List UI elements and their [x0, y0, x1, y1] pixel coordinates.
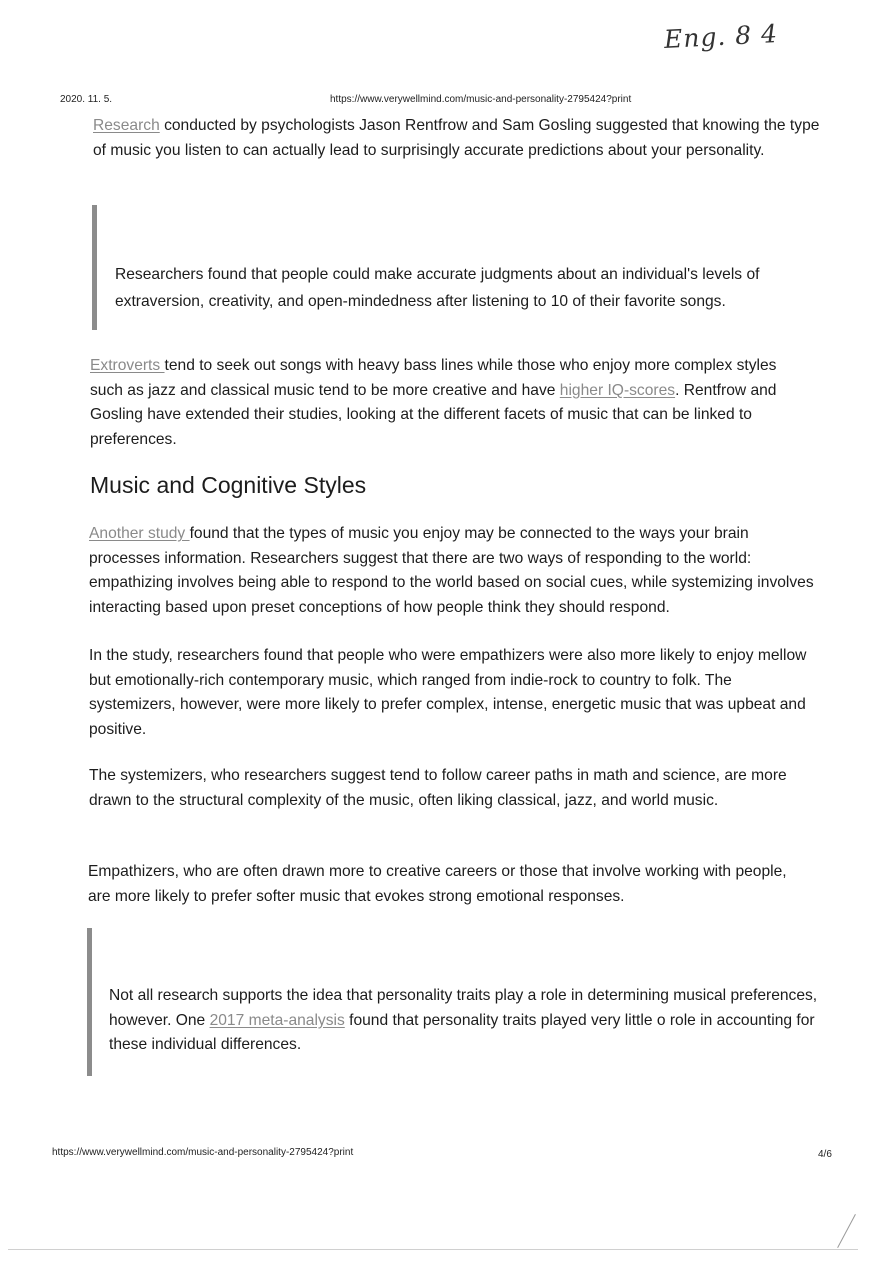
- extroverts-link[interactable]: Extroverts: [90, 357, 165, 374]
- callout2-text-end: found that personality traits played very little o role in accounting for these individual differences.: [109, 1011, 815, 1053]
- extroverts-text: tend to seek out songs with heavy bass lines while those who enjoy more complex styles such as jazz and classical music tend to be more creative and have: [90, 357, 777, 399]
- print-date: 2020. 11. 5.: [60, 94, 113, 105]
- empathizers-paragraph: Empathizers, who are often drawn more to creative careers or those that involve working with people, are more likely to prefer softer music that evokes strong emotional responses.: [88, 863, 787, 905]
- page-edge: [8, 1249, 858, 1250]
- another-study-link[interactable]: Another study: [89, 525, 190, 542]
- iq-scores-link[interactable]: higher IQ-scores: [559, 381, 676, 399]
- study-text: found that the types of music you enjoy may be connected to the ways your brain processes information. Researchers suggest that there are two ways of responding to the world: empathizing involves being able to respond to the world based on social cues, while systemizing involves interacting based upon preset conceptions of how people think they should respond.: [89, 525, 814, 616]
- extroverts-paragraph: [90, 354, 805, 452]
- systemizers-paragraph: The systemizers, who researchers suggest tend to follow career paths in math and science, are more drawn to the structural complexity of the music, often liking classical, jazz, and world music.: [89, 767, 787, 809]
- callout-bar: [92, 205, 97, 330]
- empathizers-study-paragraph: In the study, researchers found that people who were empathizers were also more likely to enjoy mellow but emotionally-rich contemporary music, which ranged from indie-rock to country to folk. The systemizers, however, were more likely to prefer complex, intense, energetic music that was upbeat and positive.: [89, 647, 807, 738]
- callout-bar-2: [87, 928, 92, 1076]
- meta-analysis-link[interactable]: 2017 meta-analysis: [209, 1011, 345, 1029]
- handwritten-annotation: Eng. 8 4: [663, 19, 779, 54]
- callout-text: Researchers found that people could make accurate judgments about an individual's levels of extraversion, creativity, and open-mindedness after listening to 10 of their favorite songs.: [115, 266, 760, 310]
- print-url-header: https://www.verywellmind.com/music-and-personality-2795424?print: [330, 94, 632, 105]
- study-paragraph: [89, 522, 814, 620]
- section-heading: Music and Cognitive Styles: [90, 472, 367, 498]
- extroverts-text-end: . Rentfrow and Gosling have extended their studies, looking at the different facets of music that can be linked to preferences.: [90, 381, 777, 448]
- callout2-text: Not all research supports the idea that personality traits play a role in determining musical preferences, however. One: [109, 987, 818, 1029]
- callout-text-2: [109, 984, 821, 1058]
- intro-paragraph: [93, 114, 823, 163]
- research-link[interactable]: Research: [93, 117, 160, 134]
- page-number: 4/6: [818, 1149, 832, 1160]
- page-corner-fold: [837, 1214, 856, 1248]
- intro-text: conducted by psychologists Jason Rentfrow and Sam Gosling suggested that knowing the type of music you listen to can actually lead to surprisingly accurate predictions about your personality.: [93, 117, 820, 159]
- footer-url: https://www.verywellmind.com/music-and-personality-2795424?print: [52, 1147, 354, 1158]
